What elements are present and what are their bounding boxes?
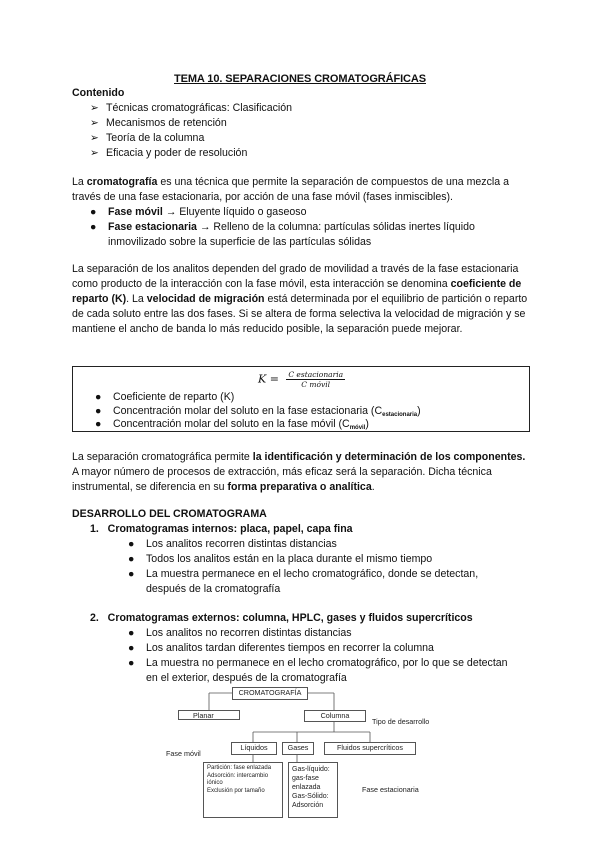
list-item: ➢ Mecanismos de retención (90, 117, 227, 129)
term-cromatografia: cromatografía (86, 176, 158, 188)
arrow-bullet-icon: ➢ (90, 117, 99, 129)
diagram-fase-movil: Fase móvil (166, 749, 201, 758)
list-item: ● La muestra no permanece en el lecho cromatográfico, por lo que se detectan (128, 657, 508, 669)
arrow-bullet-icon: ➢ (90, 102, 99, 114)
section-2-title: 2. Cromatogramas externos: columna, HPLC, gases y fluidos supercríticos (90, 612, 473, 624)
contenido-heading: Contenido (72, 87, 125, 99)
desarrollo-heading: DESARROLLO DEL CROMATOGRAMA (72, 508, 267, 520)
list-item: ● La muestra permanece en el lecho cromatográfico, donde se detectan, (128, 568, 479, 580)
diagram-planar: Planar (178, 710, 240, 720)
bullet-dot-icon: ● (128, 553, 135, 565)
bullet-dot-icon: ● (90, 206, 97, 218)
diagram-tipo-desarrollo: Tipo de desarrollo (372, 717, 430, 726)
list-item: ● Los analitos no recorren distintas distancias (128, 627, 352, 639)
separacion-paragraph: La separación de los analitos dependen del grado de movilidad a través de la fase estacionaria como producto de la interacción con la fase móvil, esta interacción se denomina coeficiente de reparto (K). La velocidad de migración está determinada por el equilibrio de partición o reparto de cada soluto entre las dos fases. Si se altera de forma selectiva la velocidad de migración y se mantiene el ancho de banda lo más reducido posible, la separación puede mejorar. (72, 263, 528, 335)
diagram-gas-types: Gas-líquido: gas-fase enlazada Gas-Sólido: Adsorción (288, 762, 338, 818)
diagram-fase-estacionaria: Fase estacionaria (362, 785, 419, 794)
document-title: TEMA 10. SEPARACIONES CROMATOGRÁFICAS (174, 73, 426, 85)
section-1-title: 1. Cromatogramas internos: placa, papel, capa fina (90, 523, 353, 535)
bullet-dot-icon: ● (128, 538, 135, 550)
list-item: ➢ Técnicas cromatográficas: Clasificación (90, 102, 293, 114)
formula-item: ● Concentración molar del soluto en la fase estacionaria $(C_{estacionaria})$ (95, 405, 421, 418)
diagram-columna: Columna (304, 710, 366, 722)
bullet-dot-icon: ● (128, 627, 135, 639)
list-item: ● Los analitos recorren distintas distancias (128, 538, 337, 550)
bullet-fase-movil: ● Fase móvil → Eluyente líquido o gaseoso (90, 206, 307, 218)
list-item: ● Los analitos tardan diferentes tiempos en recorrer la columna (128, 642, 434, 654)
list-item: ➢ Eficacia y poder de resolución (90, 147, 248, 159)
bullet-dot-icon: ● (95, 391, 102, 403)
diagram-liquidos: Líquidos (231, 742, 277, 755)
list-item-cont: en el exterior, después de la cromatografía (146, 672, 347, 684)
bullet-dot-icon: ● (128, 568, 135, 580)
bullet-dot-icon: ● (95, 418, 102, 430)
intro-paragraph: La cromatografía es una técnica que permite la separación de compuestos de una mezcla a través de una fase estacionaria, por acción de una fase móvil (fases inmiscibles). (72, 176, 509, 203)
bullet-dot-icon: ● (95, 405, 102, 417)
arrow-bullet-icon: ➢ (90, 147, 99, 159)
diagram-liquid-types: Partición: fase enlazada Adsorción: intercambio iónico Exclusión por tamaño (203, 762, 283, 818)
bullet-dot-icon: ● (128, 642, 135, 654)
bullet-dot-icon: ● (90, 221, 97, 233)
formula-item: ● Coeficiente de reparto (K) (95, 391, 235, 403)
formula-k: K = $\frac{\text{C estacionaria}}{\text{C móvil}}$ (258, 370, 344, 389)
diagram-fluidos: Fluidos supercríticos (324, 742, 416, 755)
list-item: ➢ Teoría de la columna (90, 132, 205, 144)
bullet-fase-estacionaria: ● Fase estacionaria → Relleno de la columna: partículas sólidas inertes líquido (90, 221, 475, 233)
identificacion-paragraph: La separación cromatográfica permite la identificación y determinación de los componentes. A mayor número de procesos de extracción, más eficaz será la separación. Dicha técnica instrumental, se diferencia en su forma preparativa o analítica. (72, 451, 526, 493)
bullet-dot-icon: ● (128, 657, 135, 669)
bullet-fase-estacionaria-cont: inmovilizado sobre la superficie de las partículas sólidas (108, 236, 372, 248)
arrow-bullet-icon: ➢ (90, 132, 99, 144)
diagram-gases: Gases (282, 742, 314, 755)
list-item-cont: después de la cromatografía (146, 583, 281, 595)
formula-item: ● Concentración molar del soluto en la fase móvil $(C_{móvil})$ (95, 418, 369, 431)
diagram-root: CROMATOGRAFÍA (232, 687, 308, 700)
list-item: ● Todos los analitos están en la placa durante el mismo tiempo (128, 553, 433, 565)
